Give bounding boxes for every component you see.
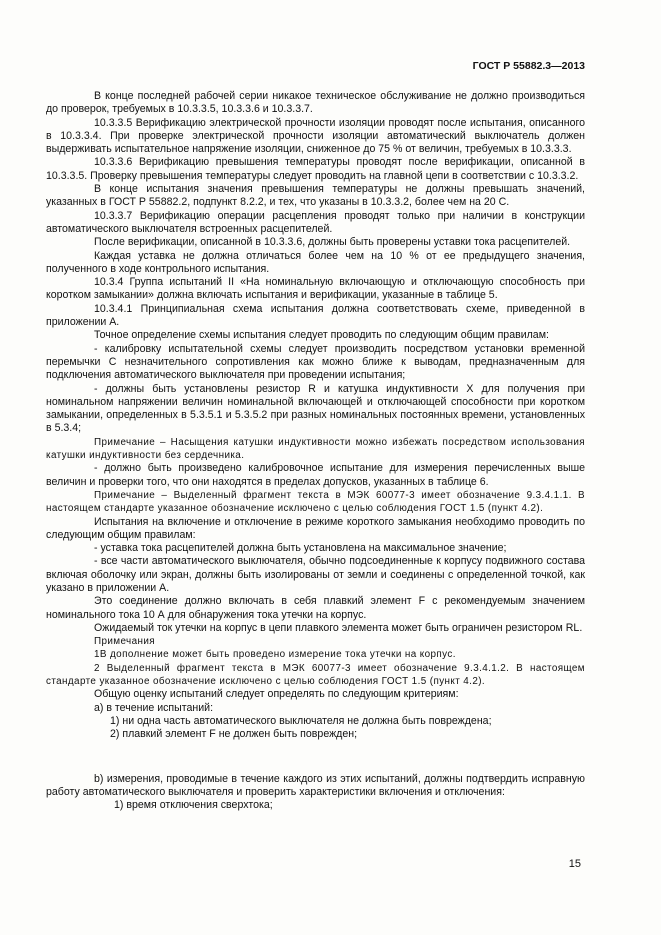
list-item: - должны быть установлены резистор R и катушка индуктивности X для получения при номинальном напряжении величин номинальной включающей и отключающей способности при коротком замыкании, определенных в 5.3.5.1 и 5.3.5.2 при разных номинальных постоянных времени, установленных в 5.3.4;: [46, 382, 585, 435]
page-number: 15: [568, 858, 581, 870]
note: 1В дополнение может быть проведено измерение тока утечки на корпус.: [94, 649, 456, 661]
list-item: - все части автоматического выключателя, обычно подсоединенные к корпусу подвижного состава включая оболочку или экран, должны быть изолированы от земли и соединены с определенной точкой, как указано в приложении А.: [46, 555, 585, 594]
paragraph: Точное определение схемы испытания следует проводить по следующим общим правилам:: [94, 329, 549, 342]
paragraph: 10.3.3.6 Верификацию превышения температуры проводят после верификации, описанной в 10.3.3.5. Проверку превышения температуры следует проводить на главной цепи в соответствии с 10.3.3.2.: [46, 156, 585, 182]
paragraph: В конце испытания значения превышения температуры не должны превышать значений, указанных в ГОСТ Р 55882.2, подпункт 8.2.2, и тех, что указаны в 10.3.3.2, более чем на 20 С.: [46, 183, 585, 209]
list-item: - калибровку испытательной схемы следует производить посредством установки временной перемычки С незначительного сопротивления как можно ближе к выводам, предназначенным для подключения автоматического выключателя при проведении испытания;: [46, 342, 585, 382]
document-header: ГОСТ Р 55882.3—2013: [472, 60, 585, 72]
notes-heading: Примечания: [94, 636, 156, 648]
paragraph: Каждая уставка не должна отличаться более чем на 10 % от ее предыдущего значения, полученного в ходе контрольного испытания.: [46, 249, 585, 275]
list-item: b) измерения, проводимые в течение каждого из этих испытаний, должны подтвердить исправную работу автоматического выключателя и проверить характеристики включения и отключения:: [46, 772, 585, 798]
list-item: 1) время отключения сверхтока;: [114, 799, 273, 812]
paragraph: 10.3.4 Группа испытаний II «На номинальную включающую и отключающую способность при коротком замыкании» должна включать испытания и верификации, указанные в таблице 5.: [46, 276, 585, 302]
paragraph: 10.3.3.5 Верификацию электрической прочности изоляции проводят после испытания, описанного в 10.3.3.4. При проверке электрической прочности изоляции автоматический выключатель должен выдерживать испытательное напряжение изоляции, сниженное до 75 % от величин, требуемых в 10.3.3.3.: [46, 116, 585, 156]
note: Примечание – Выделенный фрагмент текста в МЭК 60077-3 имеет обозначение 9.3.4.1.1. В настоящем стандарте указанное обозначение исключено с целью соблюдения ГОСТ 1.5 (пункт 4.2).: [46, 489, 585, 515]
list-item: 2) плавкий элемент F не должен быть поврежден;: [110, 728, 358, 741]
paragraph: 10.3.4.1 Принципиальная схема испытания должна соответствовать схеме, приведенной в приложении А.: [46, 302, 585, 329]
list-item: - должно быть произведено калибровочное испытание для измерения перечисленных выше величин и проверки того, что они находятся в пределах допусков, указанных в таблице 6.: [46, 462, 585, 488]
list-item: а) в течение испытаний:: [94, 701, 214, 714]
paragraph: В конце последней рабочей серии никакое техническое обслуживание не должно производиться до проверок, требуемых в 10.3.3.5, 10.3.3.6 и 10.3.3.7.: [46, 90, 585, 116]
document-body: [46, 90, 585, 812]
paragraph: После верификации, описанной в 10.3.3.6, должны быть проверены уставки тока расцепителей.: [94, 236, 571, 249]
note: 2 Выделенный фрагмент текста в МЭК 60077-3 имеет обозначение 9.3.4.1.2. В настоящем стандарте указанное обозначение исключено с целью соблюдения ГОСТ 1.5 (пункт 4.2).: [46, 662, 585, 688]
paragraph: Ожидаемый ток утечки на корпус в цепи плавкого элемента может быть ограничен резистором RL.: [94, 621, 583, 634]
list-item: - уставка тока расцепителей должна быть установлена на максимальное значение;: [94, 542, 507, 555]
spacer: [46, 742, 585, 773]
paragraph: 10.3.3.7 Верификацию операции расцепления проводят только при наличии в конструкции автоматического выключателя встроенных расцепителей.: [46, 209, 585, 235]
paragraph: Это соединение должно включать в себя плавкий элемент F с рекомендуемым значением номинального тока 10 А для обнаружения тока утечки на корпус.: [46, 595, 585, 621]
paragraph: Общую оценку испытаний следует определять по следующим критериям:: [94, 688, 459, 701]
list-item: 1) ни одна часть автоматического выключателя не должна быть повреждена;: [110, 714, 492, 727]
paragraph: Испытания на включение и отключение в режиме короткого замыкания необходимо проводить по следующим общим правилам:: [46, 515, 585, 541]
note: Примечание – Насыщения катушки индуктивности можно избежать посредством использования катушки индуктивности без сердечника.: [46, 436, 585, 462]
